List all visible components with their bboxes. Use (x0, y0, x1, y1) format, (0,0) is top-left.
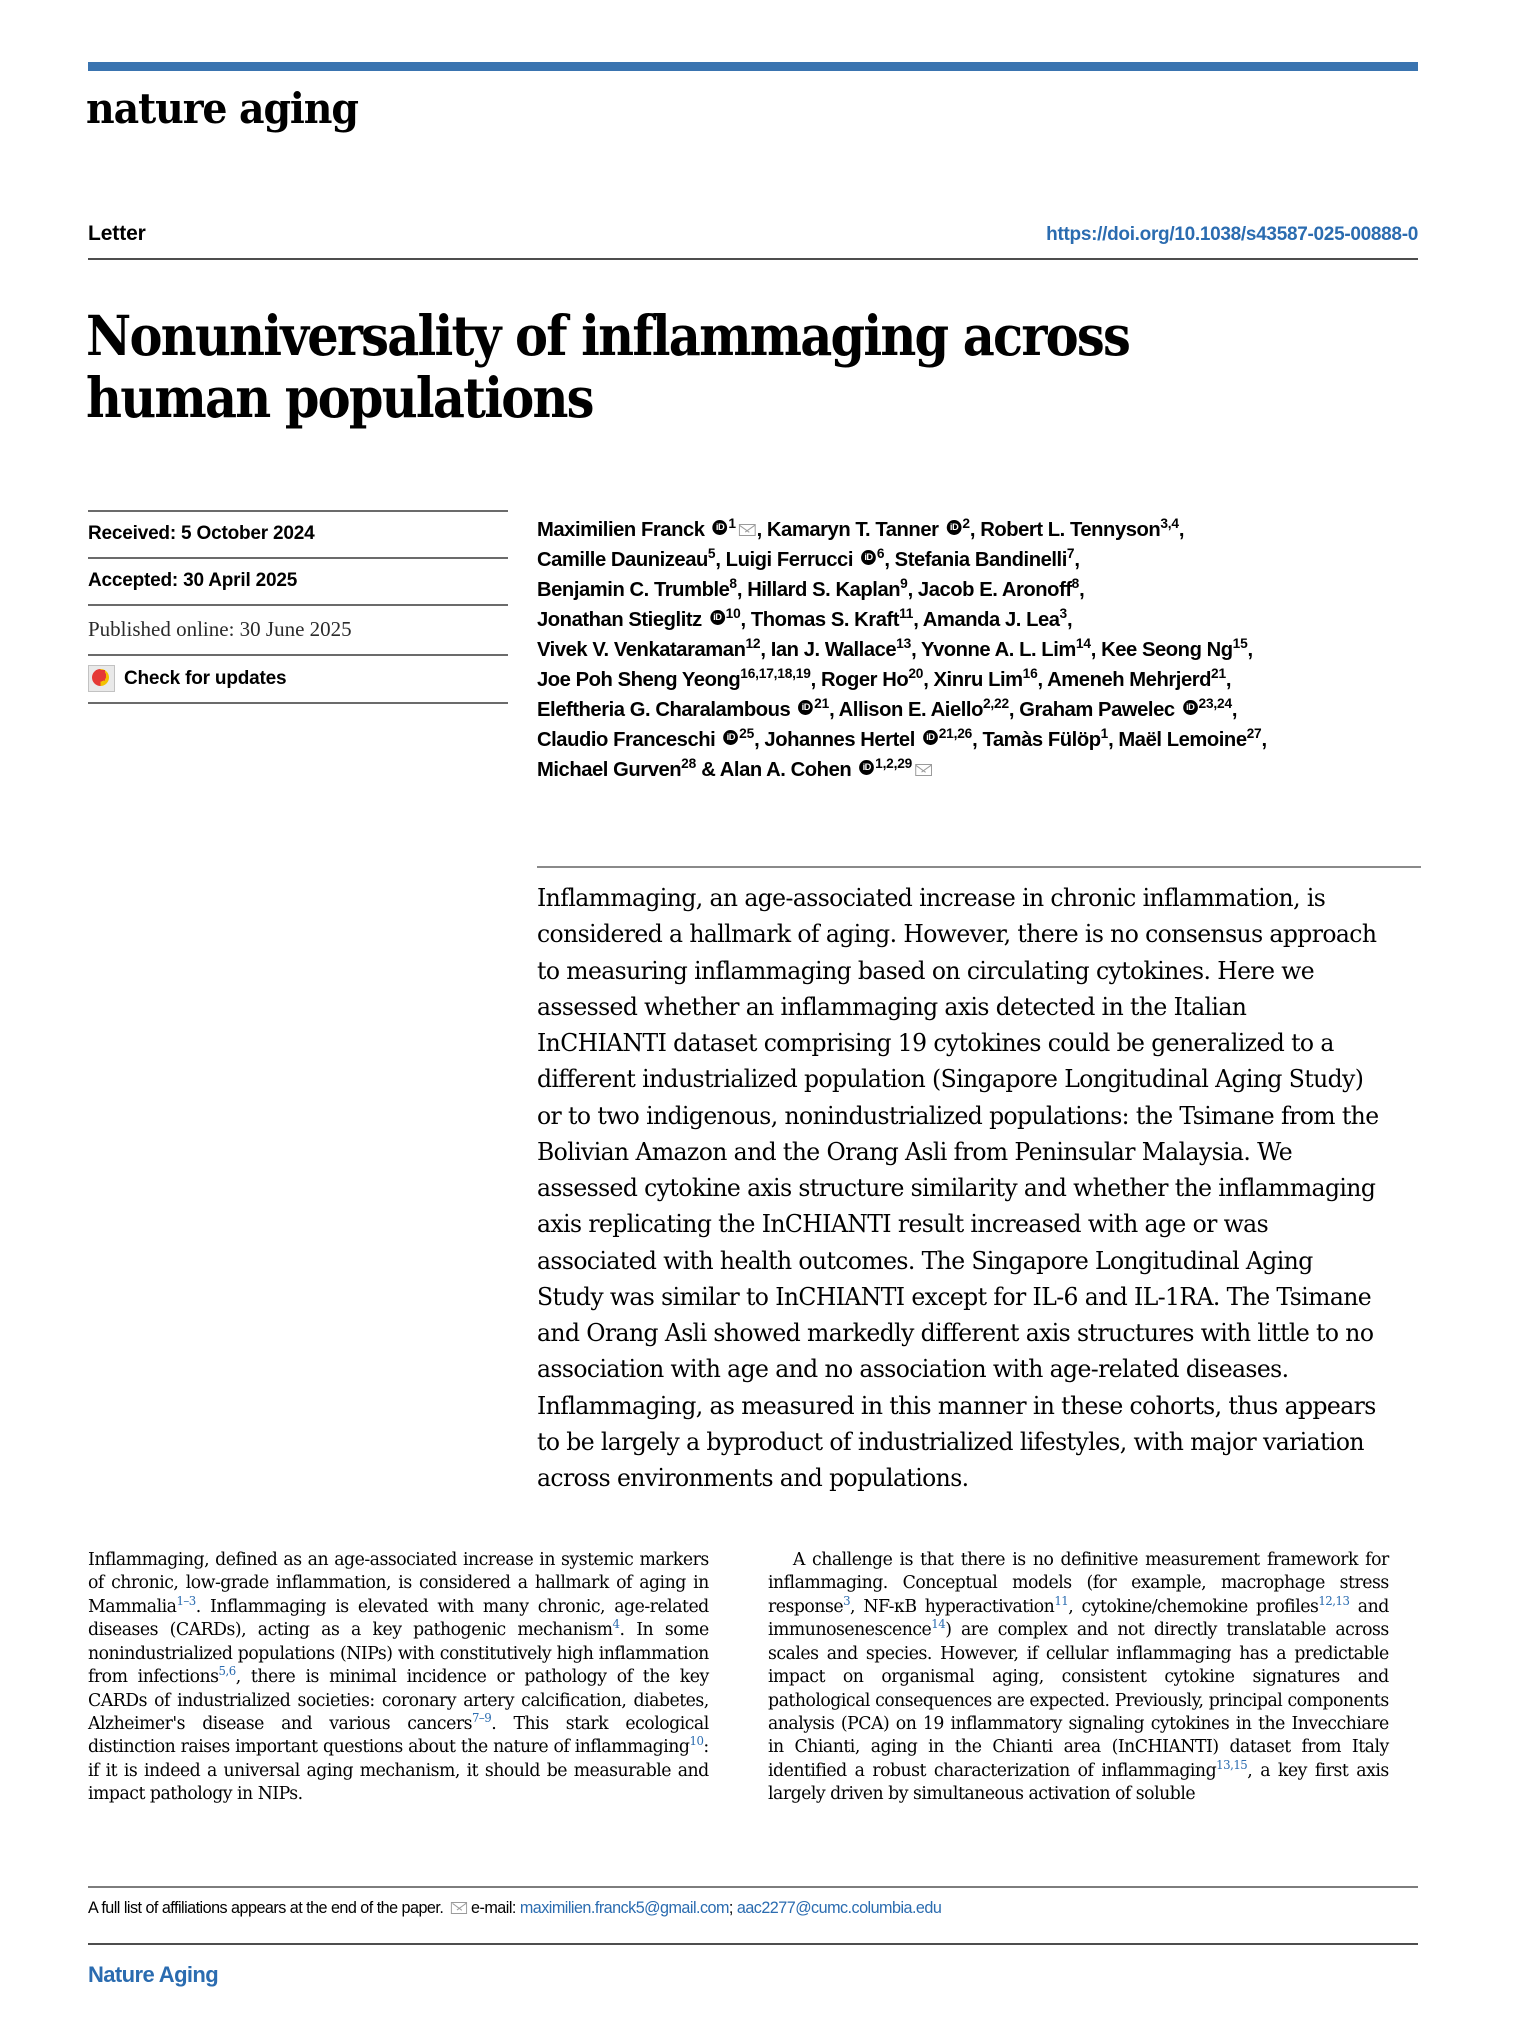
metadata-rule (88, 702, 508, 704)
orcid-icon[interactable] (923, 730, 938, 745)
envelope-icon (451, 1902, 467, 1914)
footnote-divider-rule (88, 1886, 1418, 1888)
page-title: Nonuniversality of inflammaging across human populations (86, 302, 1130, 430)
doi-link[interactable]: https://doi.org/10.1038/s43587-025-00888-0 (1046, 224, 1418, 245)
orcid-icon[interactable] (710, 610, 725, 625)
email-separator: ; (728, 1898, 733, 1917)
body-paragraph: A challenge is that there is no definitive measurement framework for inflammaging. Conceptual models (for example, macrophage stress response$^3$, NF-κB hyperactivation$^{11}$, cytokine/chemokine profiles$^{12,13}$ and immunosenescence$^{14}$) are complex and not directly translatable across scales and species. However, if cellular inflammaging has a predictable impact on organismal aging, consistent cytokine signatures and pathological consequences are expected. Previously, principal components analysis (PCA) on 19 inflammatory signaling cytokines in the Invecchiare in Chianti, aging in the Chianti area (InCHIANTI) dataset from Italy identified a robust characterization of inflammaging$^{13,15}$, a key first axis largely driven by simultaneous activation of soluble (768, 1549, 1389, 1805)
article-type-row (88, 222, 1418, 246)
journal-footer-name: Nature Aging (88, 1962, 219, 1987)
email-label: e-mail: (471, 1898, 516, 1917)
body-paragraph: Inflammaging, defined as an age-associated increase in systemic markers of chronic, low-grade inflammation, is considered a hallmark of aging in Mammalia$^{1-3}$. Inflammaging is elevated with many chronic, age-related diseases (CARDs), acting as a key pathogenic mechanism$^4$. In some nonindustrialized populations (NIPs) with constitutively high inflammation from infections$^{5,6}$, there is minimal incidence or pathology of the key CARDs of industrialized societies: coronary artery calcification, diabetes, Alzheimer's disease and various cancers$^{7-9}$. This stark ecological distinction raises important questions about the nature of inflammaging$^{10}$: if it is indeed a universal aging mechanism, it should be measurable and impact pathology in NIPs. (88, 1549, 709, 1805)
author-line: Michael Gurven$^{28}$ & Alan A. Cohen iD$^{1,2,29}$ (537, 758, 933, 781)
orcid-icon[interactable] (798, 700, 813, 715)
footer-divider-rule (88, 1943, 1418, 1945)
title-divider-rule (88, 258, 1418, 260)
email-link-secondary[interactable]: aac2277@cumc.columbia.edu (736, 1898, 942, 1917)
metadata-accepted: Accepted: 30 April 2025 (88, 570, 298, 591)
author-line: Jonathan Stieglitz $iD^{10}$, Thomas S. Kraft$^{11}$, Amanda J. Lea$^3$, (537, 608, 1072, 631)
author-line: Joe Poh Sheng Yeong$^{16,17,18,19}$, Roger Ho$^{20}$, Xinru Lim$^{16}$, Ameneh Mehrjerd$^{21}$, (537, 665, 1232, 692)
author-line: Benjamin C. Trumble$^8$, Hillard S. Kaplan$^9$, Jacob E. Aronoff$^8$, (537, 575, 1085, 602)
crossmark-icon (88, 665, 115, 692)
body-column-left (88, 1548, 709, 1806)
article-type-label: Letter (88, 222, 146, 245)
author-line: Eleftheria G. Charalambous $iD^{21}$, Allison E. Aiello$^{2,22}$, Graham Pawelec iD$^{23,24}$, (537, 698, 1237, 721)
orcid-icon[interactable] (859, 760, 874, 775)
author-line: Claudio Franceschi $iD^{25}$, Johannes Hertel iD$^{21,26}$, Tamàs Fülöp$^1$, Maël Lemoine$^{27}$, (537, 728, 1267, 751)
orcid-icon[interactable] (861, 550, 876, 565)
journal-masthead: nature aging (86, 84, 358, 133)
check-for-updates-label: Check for updates (124, 667, 287, 689)
orcid-icon[interactable] (713, 520, 728, 535)
orcid-icon[interactable] (947, 520, 962, 535)
metadata-block (88, 510, 508, 704)
metadata-published-online: Published online: 30 June 2025 (88, 617, 352, 641)
email-link-primary[interactable]: maximilien.franck5@gmail.com (519, 1898, 729, 1917)
check-for-updates-button[interactable] (88, 656, 508, 702)
metadata-received: Received: 5 October 2024 (88, 523, 315, 544)
envelope-icon[interactable] (739, 524, 756, 536)
orcid-icon[interactable] (1183, 700, 1198, 715)
abstract-text: Inflammaging, an age-associated increase in chronic inflammation, is considered a hallmark of aging. However, there is no consensus approach to measuring inflammaging based on circulating cytokines. Here we assessed whether an inflammaging axis detected in the Italian InCHIANTI dataset comprising 19 cytokines could be generalized to a different industrialized population (Singapore Longitudinal Aging Study) or to two indigenous, nonindustrialized populations: the Tsimane from the Bolivian Amazon and the Orang Asli from Peninsular Malaysia. We assessed cytokine axis structure similarity and whether the inflammaging axis replicating the InCHIANTI result increased with age or was associated with health outcomes. The Singapore Longitudinal Aging Study was similar to InCHIANTI except for IL-6 and IL-1RA. The Tsimane and Orang Asli showed markedly different axis structures with little to no association with age and no association with age-related diseases. Inflammaging, as measured in this manner in these cohorts, thus appears to be largely a byproduct of industrialized lifestyles, with major variation across environments and populations. (537, 883, 1379, 1493)
author-line: Vivek V. Venkataraman$^{12}$, Ian J. Wallace$^{13}$, Yvonne A. L. Lim$^{14}$, Kee Seong Ng$^{15}$, (537, 635, 1253, 662)
author-list (537, 515, 1409, 785)
author-line: Camille Daunizeau$^5$, Luigi Ferrucci $iD^6$, Stefania Bandinelli$^7$, (537, 548, 1080, 571)
orcid-icon[interactable] (723, 730, 738, 745)
envelope-icon[interactable] (915, 764, 932, 776)
masthead-accent-rule (88, 62, 1418, 71)
footnote (88, 1898, 1361, 1918)
affiliations-note: A full list of affiliations appears at the end of the paper. (88, 1898, 444, 1917)
abstract-divider-rule (537, 866, 1421, 868)
author-line: Maximilien Franck $iD^1$ , Kamaryn T. Tanner $iD^2$, Robert L. Tennyson$^{3,4}$, (537, 518, 1184, 541)
body-column-right (768, 1548, 1389, 1806)
